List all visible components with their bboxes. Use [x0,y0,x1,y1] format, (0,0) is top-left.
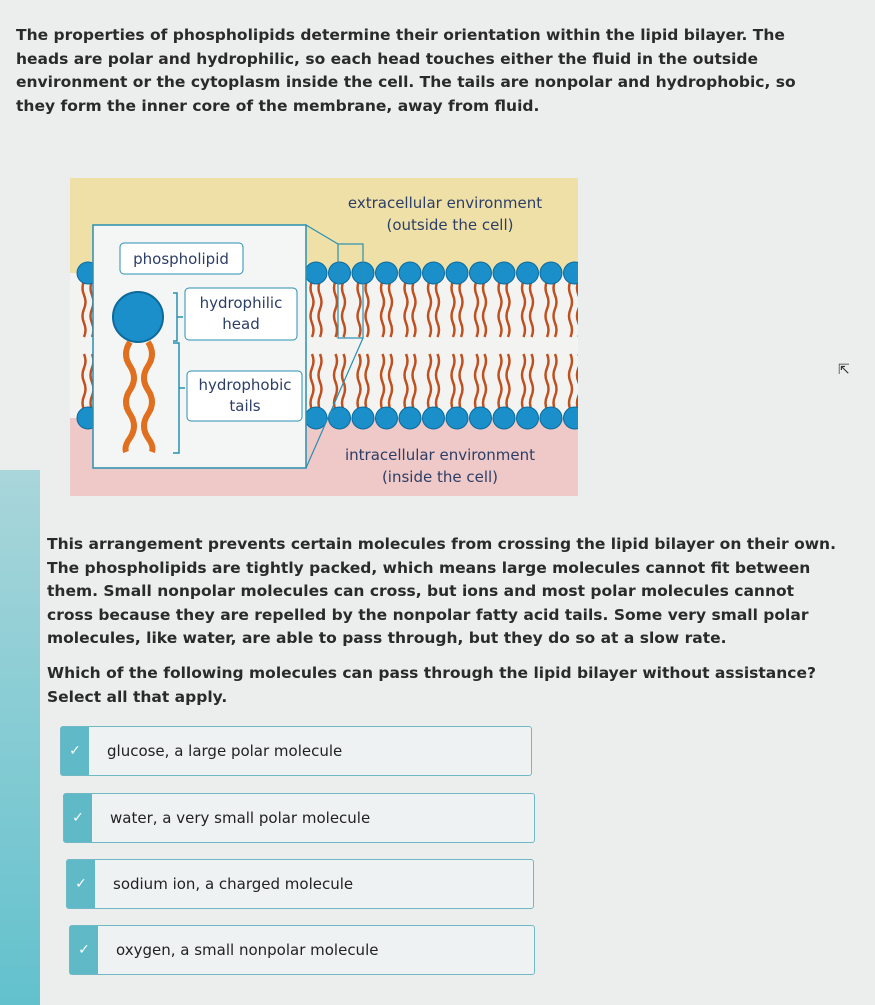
lipid-head [446,407,468,429]
label-hydrophobic: hydrophobic [198,376,292,394]
option-label: glucose, a large polar molecule [107,742,343,760]
lipid-head [470,407,492,429]
lipid-head [352,407,374,429]
label-intracellular: intracellular environment [344,446,536,464]
intro-paragraph: The properties of phospholipids determine their orientation within the lipid bilayer. The heads are polar and hydrophilic, so each head touches either the fluid in the outside environment or the cytoplasm inside the cell. The tails are nonpolar and hydrophobic, so they form the inner core of the membrane, away from fluid. [16,26,796,115]
mouse-cursor-icon: ⇱ [838,362,850,378]
question-text: Which of the following molecules can pass through the lipid bilayer without assistance? Select all that apply. [47,664,816,706]
lipid-head [540,262,562,284]
lipid-head [517,407,539,429]
label-outside-cell: (outside the cell) [386,216,514,234]
label-phospholipid: phospholipid [133,250,229,268]
option-label: water, a very small polar molecule [110,809,371,827]
lipid-head [399,262,421,284]
option-label: oxygen, a small nonpolar molecule [116,941,379,959]
label-head: head [222,315,260,333]
lipid-head [446,262,468,284]
lipid-head [376,262,398,284]
lipid-head [423,407,445,429]
checkbox-check-icon[interactable]: ✓ [61,727,89,775]
lipid-head [329,262,351,284]
label-tails: tails [229,397,261,415]
label-extracellular: extracellular environment [347,194,543,212]
label-inside-cell: (inside the cell) [381,468,499,486]
lipid-head [305,407,327,429]
option-sodium-ion[interactable] [66,859,534,909]
option-oxygen[interactable] [69,925,535,975]
explanation-paragraph: This arrangement prevents certain molecules from crossing the lipid bilayer on their own. The phospholipids are tightly packed, which means large molecules cannot fit between them. Small nonpolar molecules can cross, but ions and most polar molecules cannot cross because they are repelled by the nonpolar fatty acid tails. Some very small polar molecules, like water, are able to pass through, but they do so at a slow rate. [47,535,836,647]
option-glucose[interactable] [60,726,532,776]
lipid-head [493,407,515,429]
lipid-head [517,262,539,284]
lipid-head [493,262,515,284]
lipid-head [305,262,327,284]
label-hydrophilic: hydrophilic [199,294,283,312]
checkbox-check-icon[interactable]: ✓ [70,926,98,974]
left-edge-strip [0,470,40,1005]
lipid-head [399,407,421,429]
lipid-head [470,262,492,284]
option-water[interactable] [63,793,535,843]
lipid-head [540,407,562,429]
lipid-head [423,262,445,284]
option-label: sodium ion, a charged molecule [113,875,354,893]
lipid-bilayer-diagram [70,178,578,496]
inset-head [113,292,163,342]
checkbox-check-icon[interactable]: ✓ [64,794,92,842]
lipid-head [376,407,398,429]
checkbox-check-icon[interactable]: ✓ [67,860,95,908]
